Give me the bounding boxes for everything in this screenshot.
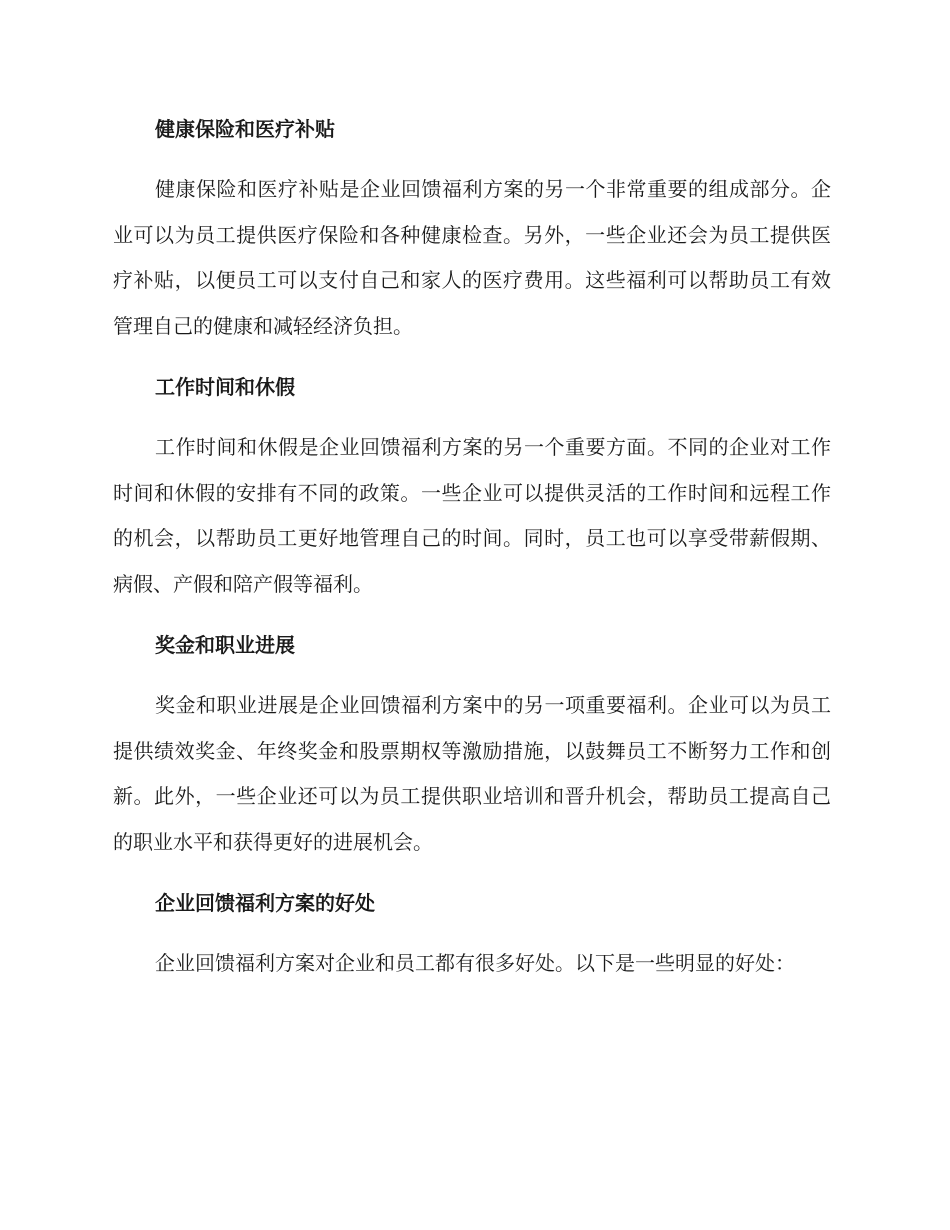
section-benefits xyxy=(113,883,831,987)
section-paragraph: 奖金和职业进展是企业回馈福利方案中的另一项重要福利。企业可以为员工提供绩效奖金、年终奖金和股票期权等激励措施，以鼓舞员工不断努力工作和创新。此外，一些企业还可以为员工提供职业培训和晋升机会，帮助员工提高自己的职业水平和获得更好的进展机会。 xyxy=(113,693,831,854)
section-heading: 企业回馈福利方案的好处 xyxy=(155,891,375,915)
section-heading: 健康保险和医疗补贴 xyxy=(155,117,335,141)
section-health-insurance xyxy=(113,109,831,349)
section-heading: 工作时间和休假 xyxy=(155,375,295,399)
section-heading: 奖金和职业进展 xyxy=(155,633,295,657)
section-bonus-career xyxy=(113,625,831,865)
section-paragraph: 健康保险和医疗补贴是企业回馈福利方案的另一个非常重要的组成部分。企业可以为员工提供医疗保险和各种健康检查。另外，一些企业还会为员工提供医疗补贴，以便员工可以支付自己和家人的医疗费用。这些福利可以帮助员工有效管理自己的健康和减轻经济负担。 xyxy=(113,177,831,338)
document-page xyxy=(113,109,831,1005)
section-work-hours-leave xyxy=(113,367,831,607)
section-paragraph: 工作时间和休假是企业回馈福利方案的另一个重要方面。不同的企业对工作时间和休假的安排有不同的政策。一些企业可以提供灵活的工作时间和远程工作的机会，以帮助员工更好地管理自己的时间。同时，员工也可以享受带薪假期、病假、产假和陪产假等福利。 xyxy=(113,435,831,596)
section-paragraph: 企业回馈福利方案对企业和员工都有很多好处。以下是一些明显的好处： xyxy=(155,951,795,975)
